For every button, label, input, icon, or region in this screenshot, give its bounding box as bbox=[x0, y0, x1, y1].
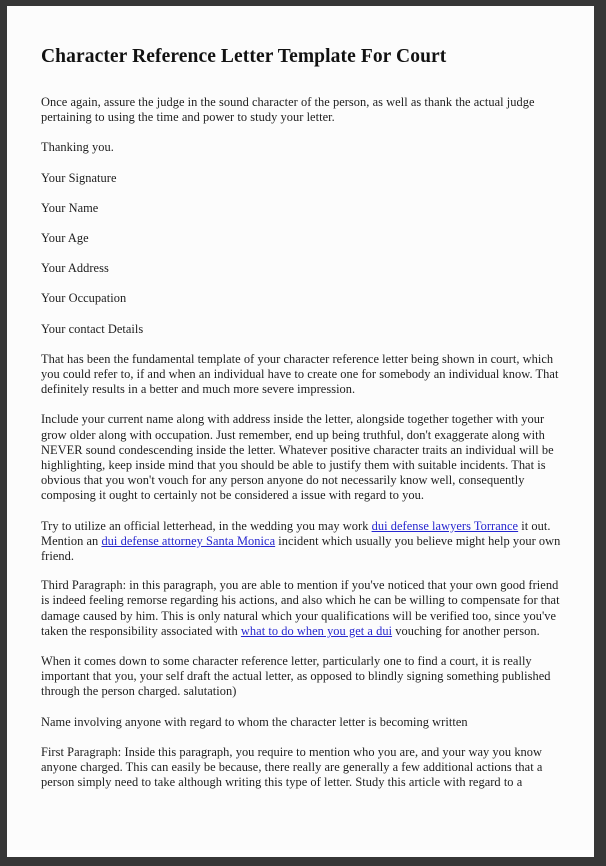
paragraph-letterhead bbox=[41, 519, 565, 565]
paragraph-template-summary: That has been the fundamental template of your character reference letter being shown in court, which you could refer to, if and when an individual have to create one for somebody an individual know. That definitely results in a better and much more severe impression. bbox=[41, 351, 559, 397]
document-content bbox=[41, 40, 565, 806]
signature-field-age: Your Age bbox=[41, 231, 89, 246]
paragraph-name-line: Name involving anyone with regard to whom the character letter is becoming written bbox=[41, 714, 468, 729]
paragraph-third-text-b: vouching for another person. bbox=[392, 623, 540, 638]
signature-field-signature: Your Signature bbox=[41, 170, 117, 185]
paragraph-letterhead-text-a: Try to utilize an official letterhead, in the wedding you may work bbox=[41, 518, 372, 533]
closing-line: Thanking you. bbox=[41, 140, 114, 155]
paragraph-first: First Paragraph: Inside this paragraph, you require to mention who you are, and your way you know anyone charged. This can easily be because, there really are generally a few additional actions that a person simply need to take although writing this type of letter. Study this article with regard to a bbox=[41, 744, 543, 790]
paragraph-third-text-a: Third Paragraph: in this paragraph, you are able to mention if you've noticed that your own good friend is indeed feeling remorse regarding his actions, and also which he can be willing to compensate for that damage caused by him. This is only natural which your qualifications will be verified too, since you've taken the responsibility associated with bbox=[41, 578, 560, 638]
signature-field-contact: Your contact Details bbox=[41, 321, 144, 336]
link-what-to-do-when-you-get-a-dui[interactable]: what to do when you get a dui bbox=[240, 623, 393, 638]
paragraph-content-advice: Include your current name along with address inside the letter, alongside together together with your grow older along with occupation. Just remember, end up being truthful, don't exaggerate along with NEVER sound condescending inside the letter. Whatever positive character traits an individual will be highlighting, keep inside mind that you should be able to justify them with suitable incidents. That is obvious that you won't vouch for any person anyone do not necessarily know well, consequently composing it ought to certainly not be considered a issue with regard to you. bbox=[41, 412, 554, 503]
link-dui-defense-lawyers-torrance[interactable]: dui defense lawyers Torrance bbox=[371, 518, 519, 533]
page-title: Character Reference Letter Template For Court bbox=[41, 46, 447, 67]
paragraph-letterhead-text-b: it out. Mention an bbox=[41, 518, 551, 548]
paragraph-self-draft: When it comes down to some character reference letter, particularly one to find a court, it is really important that you, your self draft the actual letter, as opposed to blindly signing something published through the person charged. salutation) bbox=[41, 654, 551, 699]
document-page bbox=[7, 6, 594, 857]
paragraph-third bbox=[41, 578, 565, 639]
signature-field-occupation: Your Occupation bbox=[41, 291, 127, 306]
paragraph-letterhead-text-c: incident which usually you believe might help your own friend. bbox=[41, 533, 561, 564]
signature-field-name: Your Name bbox=[41, 200, 99, 215]
link-dui-defense-attorney-santa-monica[interactable]: dui defense attorney Santa Monica bbox=[101, 533, 276, 548]
signature-field-address: Your Address bbox=[41, 261, 109, 276]
paragraph-intro: Once again, assure the judge in the sound character of the person, as well as thank the actual judge pertaining to using the time and power to study your letter. bbox=[41, 95, 535, 125]
